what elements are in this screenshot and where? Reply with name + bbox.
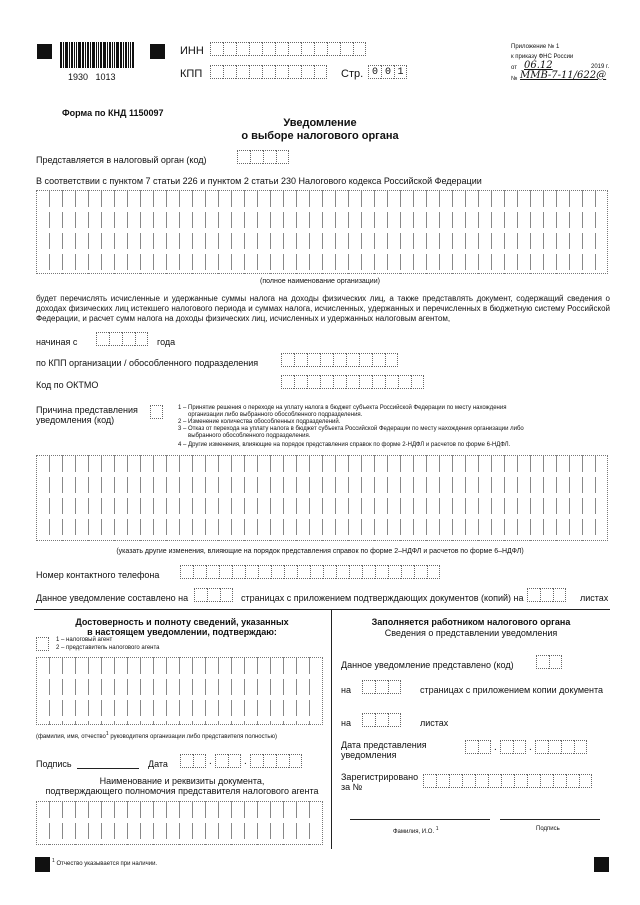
page-number-field[interactable]: 0 0 1 <box>368 65 407 79</box>
intent-text: будет перечислять исчисленные и удержанные суммы налога на доходы физических лиц, а также представлять документ, содержащий сведения о доходах физических лиц истекшего налогового периода и суммах налога, исчисленных, удержанных и перечисленных в бюджетную систему Российской Федерации, и расчет сумм налога на доходы физических лиц, исчисленных и удержанных налоговым агентом, <box>36 294 610 323</box>
pages-suffix: листах <box>580 593 609 603</box>
doc-title-line1: Наименование и реквизиты документа, <box>99 776 265 786</box>
reason-3a: 3 – Отказ от перехода на уплату налога в бюджет субъекта Российской Федерации по месту нахождения организации либо <box>178 426 524 432</box>
registered-label-1: Зарегистрировано <box>341 772 419 782</box>
appendix-date: 06.12 <box>524 60 553 71</box>
authority-document-field[interactable] <box>36 801 323 845</box>
appendix-year: 2019 г. <box>591 64 610 70</box>
pages-with-copies-label: страницах с приложением копии документа <box>420 685 604 695</box>
appendix-line1: Приложение № 1 <box>511 44 560 50</box>
official-date-separator-1: . <box>494 742 497 753</box>
starting-from-label: начиная с <box>36 337 78 347</box>
official-date-month[interactable] <box>500 740 526 754</box>
organization-name-field[interactable] <box>36 190 608 274</box>
barcode <box>60 42 135 68</box>
date-label: Дата <box>148 759 168 769</box>
on-word-sheets: на <box>341 718 351 728</box>
signature-label: Подпись <box>36 759 72 769</box>
registered-label-2: за № <box>341 782 363 792</box>
footnote: $^1$ Отчество указывается при наличии. <box>52 858 158 867</box>
official-date-year[interactable] <box>535 740 587 754</box>
official-block-subtitle: Сведения о представлении уведомления <box>384 628 558 638</box>
title-line2: о выборе налогового органа <box>241 130 399 142</box>
inn-field[interactable] <box>210 42 366 56</box>
confirm-title-line1: Достоверность и полноту сведений, указанных <box>75 617 289 627</box>
official-signature-label: Подпись <box>536 826 560 832</box>
submitted-code-label: Данное уведомление представлено (код) <box>341 660 514 670</box>
official-date-day[interactable] <box>465 740 491 754</box>
pages-count-field[interactable] <box>194 588 233 602</box>
signer-date-month[interactable] <box>215 754 241 768</box>
fio-caption: (фамилия, имя, отчество$^1$ руководителя организации либо представителя полностью) <box>36 731 278 740</box>
date-submitted-label-1: Дата представления <box>341 740 427 750</box>
registration-marker-bottom-right <box>594 857 609 872</box>
starting-year-field[interactable] <box>96 332 148 346</box>
signer-option-2: 2 – представитель налогового агента <box>56 645 160 651</box>
year-word: года <box>157 337 176 347</box>
organization-name-caption: (полное наименование организации) <box>260 278 380 285</box>
appendix-line2: к приказу ФНС России <box>511 54 574 60</box>
kpp-subdivision-label: по КПП организации / обособленного подразделения <box>36 358 259 368</box>
date-separator-2: . <box>244 756 247 767</box>
signer-option-1: 1 – налоговый агент <box>56 637 113 643</box>
official-fio-label: Фамилия, И.О. $^1$ <box>393 826 439 835</box>
official-pages-field[interactable] <box>362 680 401 694</box>
title-line1: Уведомление <box>283 117 357 129</box>
official-fio-line[interactable] <box>350 819 490 820</box>
signature-line[interactable] <box>77 768 139 769</box>
official-sheets-field[interactable] <box>362 713 401 727</box>
section-divider <box>34 609 610 610</box>
reason-4: 4 – Другие изменения, влияющие на порядок представления справок по форме 2-НДФЛ и расчетов по форме 6-НДФЛ. <box>178 442 511 448</box>
appendix-line3: от <box>511 65 517 71</box>
reason-1b: организации либо выбранного обособленного подразделения. <box>188 412 363 418</box>
date-separator-1: . <box>209 756 212 767</box>
on-word-pages: на <box>341 685 351 695</box>
registration-marker-bottom-left <box>35 857 50 872</box>
sheets-count-field[interactable] <box>527 588 566 602</box>
signer-date-year[interactable] <box>250 754 302 768</box>
barcode-digits: 1930 1013 <box>68 72 116 82</box>
oktmo-label: Код по ОКТМО <box>36 380 99 390</box>
signer-fio-field[interactable] <box>36 657 323 725</box>
confirm-title-line2: в настоящем уведомлении, подтверждаю: <box>87 627 277 637</box>
submitted-code-field[interactable] <box>536 655 562 669</box>
phone-field[interactable] <box>180 565 440 579</box>
other-changes-field[interactable] <box>36 455 608 541</box>
signer-date-field[interactable] <box>180 754 206 768</box>
oktmo-field[interactable] <box>281 375 424 389</box>
tax-authority-code-field[interactable] <box>237 150 289 164</box>
reason-3b: выбранного обособленного подразделения. <box>188 433 311 439</box>
kpp-label: КПП <box>180 68 203 80</box>
submitted-to-label: Представляется в налоговый орган (код) <box>36 155 207 165</box>
reason-1a: 1 – Принятие решения о переходе на уплату налога в бюджет субъекта Российской Федерации по месту нахождения <box>178 405 507 411</box>
signer-type-field[interactable] <box>36 637 49 651</box>
doc-title-line2: подтверждающего полномочия представителя налогового агента <box>45 786 319 796</box>
reason-label-1: Причина представления <box>36 405 138 415</box>
pages-middle: страницах с приложением подтверждающих документов (копий) на <box>241 593 524 603</box>
page-label: Стр. <box>341 68 364 80</box>
reason-label-2: уведомления (код) <box>36 415 115 425</box>
kpp-field[interactable] <box>210 65 327 79</box>
official-date-separator-2: . <box>529 742 532 753</box>
knd-code: Форма по КНД 1150097 <box>62 108 164 118</box>
date-submitted-label-2: уведомления <box>341 750 397 760</box>
legal-basis: В соответствии с пунктом 7 статьи 226 и пунктом 2 статьи 230 Налогового кодекса Российской Федерации <box>36 176 482 186</box>
official-block-title: Заполняется работником налогового органа <box>371 617 571 627</box>
other-changes-caption: (указать другие изменения, влияющие на порядок представления справок по форме 2–НДФЛ и расчетов по форме 6–НДФЛ) <box>116 548 524 555</box>
sheets-label: листах <box>420 718 449 728</box>
column-divider <box>331 609 332 849</box>
kpp-subdivision-field[interactable] <box>281 353 398 367</box>
appendix-number-prefix: № <box>511 76 518 82</box>
reason-code-field[interactable] <box>150 405 163 419</box>
registration-number-field[interactable] <box>423 774 592 788</box>
registration-marker-top-mid <box>150 44 165 59</box>
reason-2: 2 – Изменение количества обособленных подразделений. <box>178 419 341 425</box>
pages-prefix: Данное уведомление составлено на <box>36 593 189 603</box>
inn-label: ИНН <box>180 45 204 57</box>
appendix-number: ММВ-7-11/622@ <box>520 70 607 81</box>
registration-marker-top-left <box>37 44 52 59</box>
phone-label: Номер контактного телефона <box>36 570 160 580</box>
official-signature-line[interactable] <box>500 819 600 820</box>
